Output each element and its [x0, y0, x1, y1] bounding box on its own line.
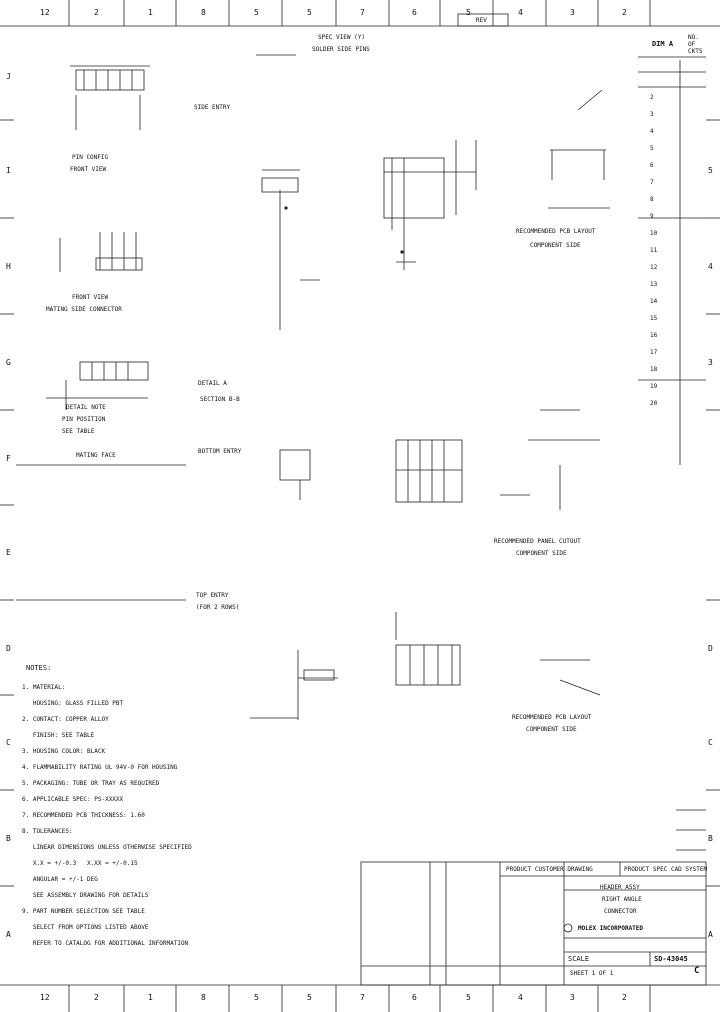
- top-view-caption-2: FRONT VIEW: [70, 166, 107, 173]
- zone-col: 6: [412, 993, 417, 1002]
- zone-row: B: [708, 834, 713, 843]
- zone-col: 7: [360, 993, 365, 1002]
- zone-col: 3: [570, 8, 575, 17]
- note-line: FINISH: SEE TABLE: [22, 732, 95, 739]
- zone-col: 7: [360, 8, 365, 17]
- zone-row: A: [6, 930, 11, 939]
- table-row: 10: [650, 230, 658, 237]
- top-header-2: SOLDER SIDE PINS: [312, 46, 370, 53]
- table-row: 13: [650, 281, 658, 288]
- note-line: 4. FLAMMABILITY RATING UL 94V-0 FOR HOUSING: [22, 764, 178, 771]
- table-row: 9: [650, 213, 654, 220]
- table-row: 4: [650, 128, 654, 135]
- section-label: SECTION B-B: [200, 396, 240, 403]
- rec-pcb-caption-4: COMPONENT SIDE: [526, 726, 577, 733]
- mid-view-caption-1: FRONT VIEW: [72, 294, 109, 301]
- zone-col: 5: [307, 8, 312, 17]
- zone-row: 3: [708, 358, 713, 367]
- top-view-caption-1: PIN CONFIG: [72, 154, 109, 161]
- left-note-3: SEE TABLE: [62, 428, 95, 435]
- table-row: 16: [650, 332, 658, 339]
- table-row: 19: [650, 383, 658, 390]
- zone-row: H: [6, 262, 11, 271]
- zone-col: 5: [466, 8, 471, 17]
- table-row: 14: [650, 298, 658, 305]
- table-row: 15: [650, 315, 658, 322]
- top-entry-sub: (FOR 2 ROWS): [196, 604, 240, 611]
- note-line: SEE ASSEMBLY DRAWING FOR DETAILS: [22, 892, 149, 899]
- zone-col: 5: [254, 8, 259, 17]
- table-row: 20: [650, 400, 658, 407]
- table-title: DIM A: [652, 40, 674, 48]
- note-line: 7. RECOMMENDED PCB THICKNESS: 1.60: [22, 812, 145, 819]
- zone-col: 2: [94, 993, 99, 1002]
- note-line: REFER TO CATALOG FOR ADDITIONAL INFORMATION: [22, 940, 189, 947]
- rec-panel-caption-1: RECOMMENDED PANEL CUTOUT: [494, 538, 581, 545]
- bottom-entry-label: BOTTOM ENTRY: [198, 448, 242, 455]
- zone-row: I: [6, 166, 11, 175]
- top-rev-box: REV: [476, 17, 487, 24]
- rec-pcb-caption-1: RECOMMENDED PCB LAYOUT: [516, 228, 596, 235]
- doc-number: SD-43045: [654, 955, 688, 963]
- zone-col: 4: [518, 8, 523, 17]
- side-entry-label: SIDE ENTRY: [194, 104, 231, 111]
- table-row: 12: [650, 264, 658, 271]
- rec-panel-caption-2: COMPONENT SIDE: [516, 550, 567, 557]
- note-line: X.X = +/-0.3 X.XX = +/-0.15: [22, 860, 138, 867]
- zone-row: 4: [708, 262, 713, 271]
- zone-col: 2: [622, 8, 627, 17]
- zone-row: G: [6, 358, 11, 367]
- table-row: 7: [650, 179, 654, 186]
- table-row: 11: [650, 247, 658, 254]
- note-line: ANGULAR = +/-1 DEG: [22, 876, 98, 883]
- title-line-2: RIGHT ANGLE: [602, 896, 642, 903]
- note-line: HOUSING: GLASS FILLED PBT: [22, 700, 124, 707]
- notes-title: NOTES:: [26, 664, 52, 672]
- note-line: 8. TOLERANCES:: [22, 828, 73, 835]
- zone-row: C: [708, 738, 713, 747]
- zone-row: J: [6, 72, 11, 81]
- title-line-1: HEADER ASSY: [600, 884, 640, 891]
- sheet-label: SHEET 1 OF 1: [570, 970, 614, 977]
- top-header: SPEC VIEW (Y): [318, 34, 365, 41]
- rev-letter: C: [694, 966, 700, 976]
- left-section-caption: MATING FACE: [76, 452, 116, 459]
- mid-view-caption-2: MATING SIDE CONNECTOR: [46, 306, 122, 313]
- table-col-header: NO. OF CKTS: [688, 34, 703, 55]
- note-line: 3. HOUSING COLOR: BLACK: [22, 748, 106, 755]
- table-row: 6: [650, 162, 654, 169]
- detail-a-label: DETAIL A: [198, 380, 227, 387]
- note-line: 2. CONTACT: COPPER ALLOY: [22, 716, 109, 723]
- zone-row: C: [6, 738, 11, 747]
- zone-col: 1: [148, 8, 153, 17]
- top-entry-label: TOP ENTRY: [196, 592, 229, 599]
- table-row: 3: [650, 111, 654, 118]
- drawing-label: PRODUCT CUSTOMER DRAWING: [506, 866, 593, 873]
- zone-col: 3: [570, 993, 575, 1002]
- rec-pcb-caption-2: COMPONENT SIDE: [530, 242, 581, 249]
- zone-col: 2: [622, 993, 627, 1002]
- note-line: LINEAR DIMENSIONS UNLESS OTHERWISE SPECIFIED: [22, 844, 192, 851]
- zone-row: D: [708, 644, 713, 653]
- zone-row: A: [708, 930, 713, 939]
- table-row: 18: [650, 366, 658, 373]
- zone-col: 12: [40, 993, 50, 1002]
- title-line-3: CONNECTOR: [604, 908, 637, 915]
- zone-col: 4: [518, 993, 523, 1002]
- rec-pcb-caption-3: RECOMMENDED PCB LAYOUT: [512, 714, 592, 721]
- left-note-2: PIN POSITION: [62, 416, 106, 423]
- zone-col: 8: [201, 8, 206, 17]
- note-line: 9. PART NUMBER SELECTION SEE TABLE: [22, 908, 145, 915]
- table-row: 5: [650, 145, 654, 152]
- zone-row: F: [6, 454, 11, 463]
- table-row: 2: [650, 94, 654, 101]
- zone-col: 5: [466, 993, 471, 1002]
- table-row: 17: [650, 349, 658, 356]
- zone-row: E: [6, 548, 11, 557]
- note-line: 1. MATERIAL:: [22, 684, 66, 691]
- left-note-1: DETAIL NOTE: [66, 404, 106, 411]
- zone-col: 8: [201, 993, 206, 1002]
- zone-col: 5: [254, 993, 259, 1002]
- table-row: 8: [650, 196, 654, 203]
- zone-row: D: [6, 644, 11, 653]
- note-line: 6. APPLICABLE SPEC: PS-XXXXX: [22, 796, 124, 803]
- zone-row: B: [6, 834, 11, 843]
- note-line: 5. PACKAGING: TUBE OR TRAY AS REQUIRED: [22, 780, 160, 787]
- zone-col: 2: [94, 8, 99, 17]
- company-name: MOLEX INCORPORATED: [578, 925, 644, 932]
- zone-col: 6: [412, 8, 417, 17]
- cad-label: PRODUCT SPEC CAD SYSTEM: [624, 866, 708, 873]
- zone-col: 12: [40, 8, 50, 17]
- zone-row: 5: [708, 166, 713, 175]
- note-line: SELECT FROM OPTIONS LISTED ABOVE: [22, 924, 149, 931]
- zone-col: 5: [307, 993, 312, 1002]
- zone-col: 1: [148, 993, 153, 1002]
- scale-label: SCALE: [568, 955, 590, 963]
